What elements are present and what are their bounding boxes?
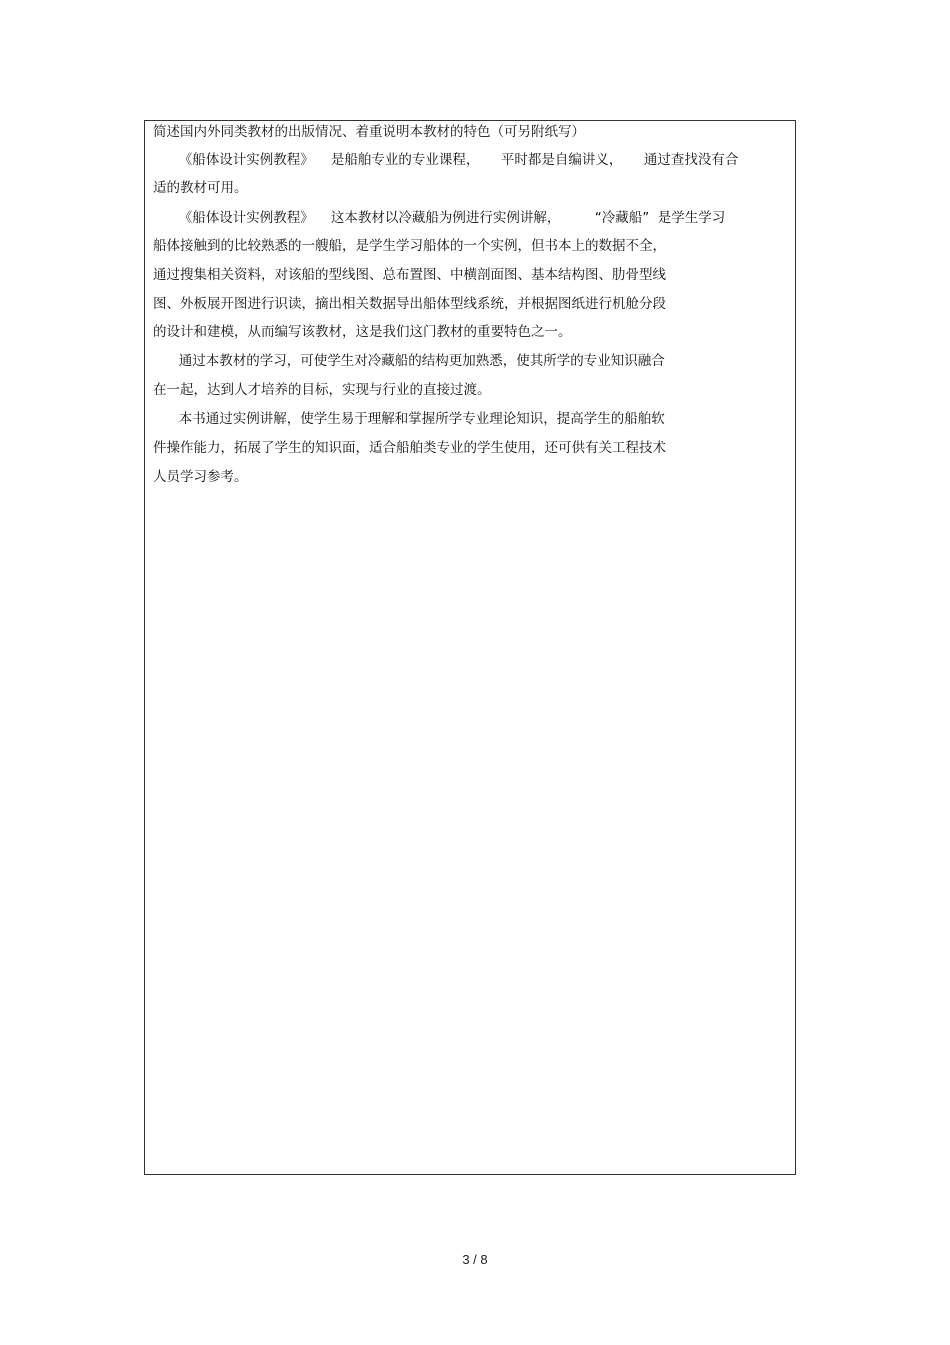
paragraph-line: 《船体设计实例教程》 这本教材以冷藏船为例进行实例讲解， “冷藏船” 是学生学习 xyxy=(153,210,726,226)
paragraph-line: 件操作能力，拓展了学生的知识面，适合船舶类专业的学生使用，还可供有关工程技术 xyxy=(153,440,666,456)
page-number: 3 / 8 xyxy=(462,1252,488,1267)
field-prompt: 简述国内外同类教材的出版情况、着重说明本教材的特色（可另附纸写） xyxy=(153,124,585,140)
paragraph-line: 船体接触到的比较熟悉的一艘船，是学生学习船体的一个实例，但书本上的数据不全， xyxy=(153,238,666,254)
paragraph-line: 图、外板展开图进行识读，摘出相关数据导出船体型线系统，并根据图纸进行机舱分段 xyxy=(153,296,666,312)
paragraph-line: 本书通过实例讲解，使学生易于理解和掌握所学专业理论知识，提高学生的船舶软 xyxy=(153,411,665,427)
paragraph-line: 通过搜集相关资料，对该船的型线图、总布置图、中横剖面图、基本结构图、肋骨型线 xyxy=(153,267,666,283)
paragraph-line: 人员学习参考。 xyxy=(153,469,248,485)
paragraph-line: 《船体设计实例教程》 是船舶专业的专业课程， 平时都是自编讲义， 通过查找没有合 xyxy=(153,152,739,168)
paragraph-line: 的设计和建模，从而编写该教材，这是我们这门教材的重要特色之一。 xyxy=(153,324,572,340)
paragraph-line: 通过本教材的学习，可使学生对冷藏船的结构更加熟悉，使其所学的专业知识融合 xyxy=(153,353,665,369)
paragraph-line: 在一起，达到人才培养的目标，实现与行业的直接过渡。 xyxy=(153,382,491,398)
paragraph-line: 适的教材可用。 xyxy=(153,180,248,196)
text-field-box xyxy=(144,120,796,1175)
